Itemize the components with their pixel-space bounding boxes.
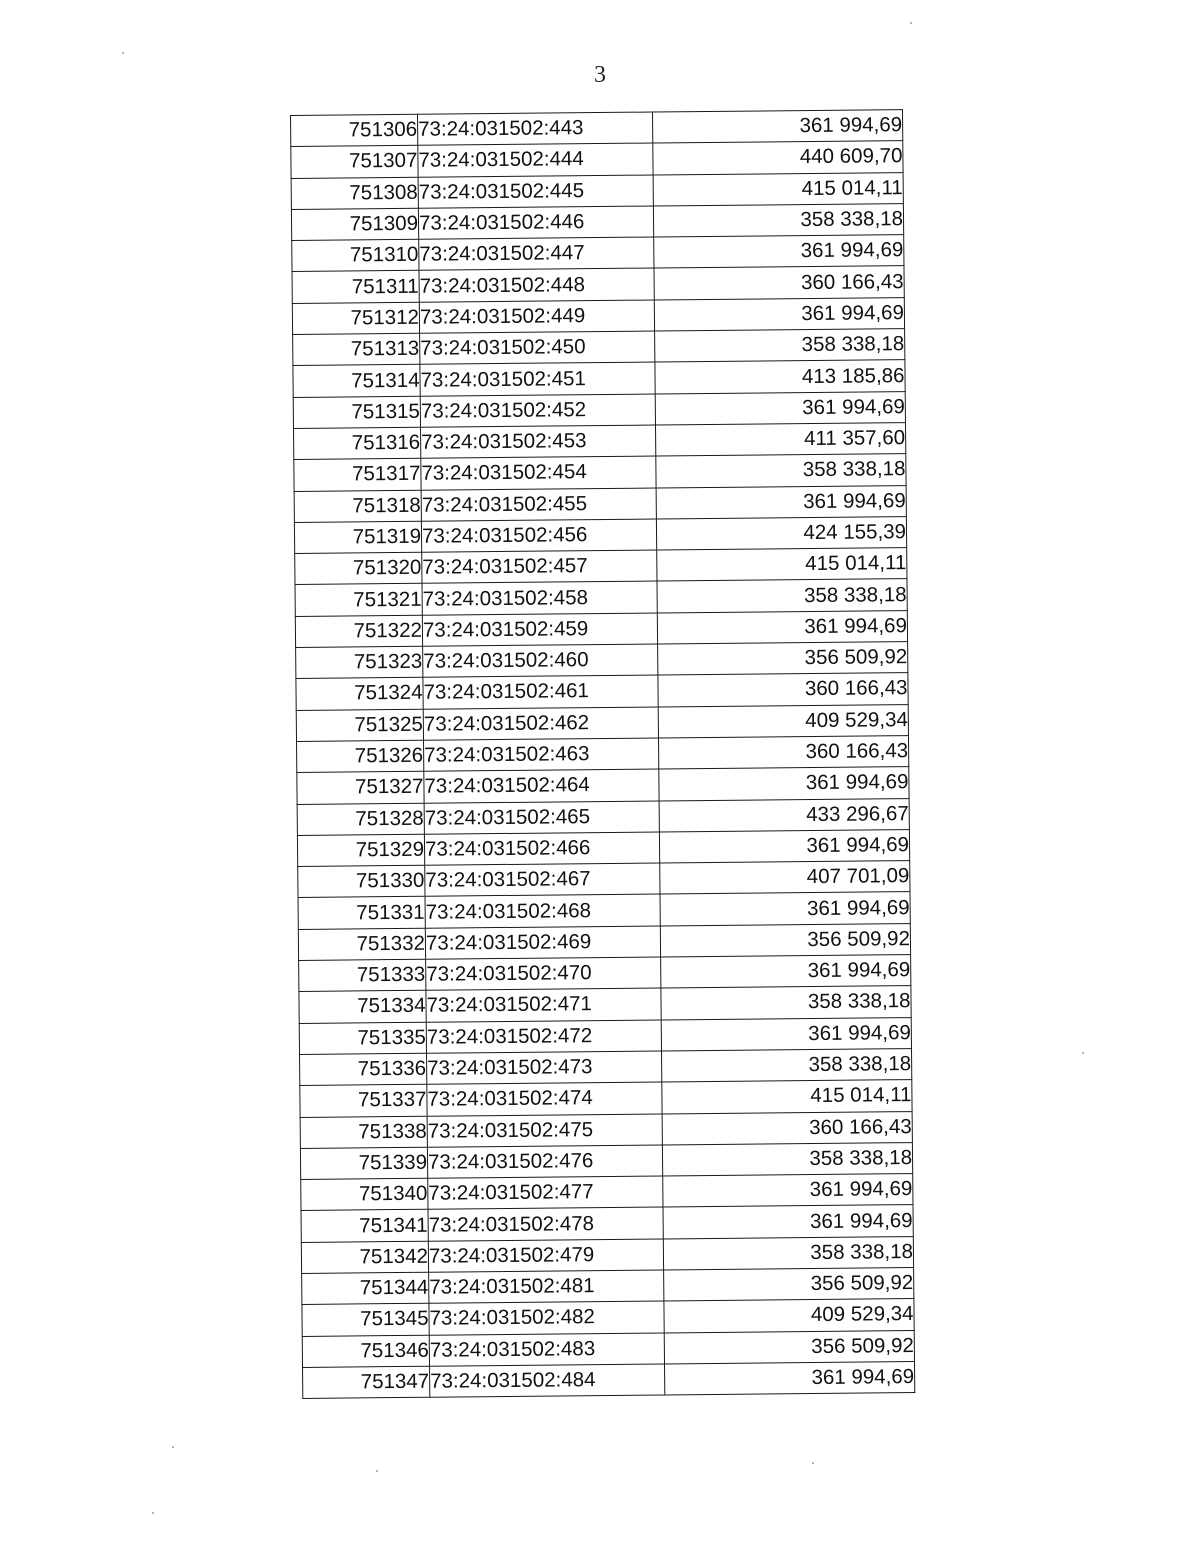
row-number-cell: 751326 — [297, 740, 424, 773]
row-number-cell: 751319 — [294, 521, 421, 554]
row-number-cell: 751338 — [300, 1116, 427, 1149]
value-cell: 361 994,69 — [665, 1361, 915, 1395]
value-cell: 360 166,43 — [658, 736, 908, 770]
row-number-cell: 751331 — [298, 897, 425, 930]
scan-speck — [812, 1462, 814, 1464]
cadastral-number-cell: 73:24:031502:479 — [428, 1239, 663, 1273]
row-number-cell: 751312 — [292, 302, 419, 335]
value-cell: 361 994,69 — [660, 892, 910, 926]
row-number-cell: 751336 — [300, 1053, 427, 1086]
cadastral-number-cell: 73:24:031502:469 — [425, 926, 660, 960]
value-cell: 361 994,69 — [652, 110, 902, 144]
cadastral-number-cell: 73:24:031502:456 — [421, 519, 656, 553]
value-cell: 356 509,92 — [664, 1268, 914, 1302]
value-cell: 409 529,34 — [664, 1299, 914, 1333]
value-cell: 433 296,67 — [659, 798, 909, 832]
scan-speck — [152, 1512, 154, 1514]
row-number-cell: 751323 — [296, 646, 423, 679]
cadastral-number-cell: 73:24:031502:482 — [429, 1301, 664, 1335]
cadastral-number-cell: 73:24:031502:477 — [428, 1176, 663, 1210]
row-number-cell: 751334 — [299, 991, 426, 1024]
value-cell: 413 185,86 — [655, 360, 905, 394]
cadastral-number-cell: 73:24:031502:478 — [428, 1207, 663, 1241]
row-number-cell: 751308 — [291, 177, 418, 210]
cadastral-number-cell: 73:24:031502:471 — [426, 988, 661, 1022]
scan-speck — [910, 22, 912, 24]
cadastral-number-cell: 73:24:031502:484 — [430, 1364, 665, 1398]
row-number-cell: 751347 — [303, 1366, 430, 1399]
cadastral-number-cell: 73:24:031502:448 — [419, 268, 654, 302]
row-number-cell: 751335 — [299, 1022, 426, 1055]
value-cell: 361 994,69 — [659, 767, 909, 801]
value-cell: 361 994,69 — [659, 829, 909, 863]
value-cell: 361 994,69 — [654, 235, 904, 269]
registry-table-wrapper — [290, 109, 915, 1399]
row-number-cell: 751310 — [292, 239, 419, 272]
row-number-cell: 751345 — [302, 1304, 429, 1337]
cadastral-number-cell: 73:24:031502:467 — [425, 863, 660, 897]
cadastral-number-cell: 73:24:031502:473 — [427, 1051, 662, 1085]
cadastral-number-cell: 73:24:031502:461 — [423, 675, 658, 709]
row-number-cell: 751311 — [292, 271, 419, 304]
cadastral-number-cell: 73:24:031502:465 — [424, 801, 659, 835]
value-cell: 409 529,34 — [658, 704, 908, 738]
value-cell: 361 994,69 — [663, 1174, 913, 1208]
cadastral-number-cell: 73:24:031502:470 — [426, 957, 661, 991]
registry-table-body — [291, 110, 915, 1399]
value-cell: 356 509,92 — [660, 923, 910, 957]
value-cell: 356 509,92 — [658, 642, 908, 676]
cadastral-number-cell: 73:24:031502:445 — [418, 175, 653, 209]
value-cell: 361 994,69 — [655, 391, 905, 425]
page-number: 3 — [594, 62, 606, 88]
value-cell: 358 338,18 — [655, 329, 905, 363]
row-number-cell: 751333 — [299, 959, 426, 992]
row-number-cell: 751322 — [295, 615, 422, 648]
row-number-cell: 751314 — [293, 365, 420, 398]
value-cell: 358 338,18 — [662, 1142, 912, 1176]
row-number-cell: 751321 — [295, 584, 422, 617]
value-cell: 361 994,69 — [656, 485, 906, 519]
scan-speck — [1082, 1052, 1084, 1054]
cadastral-number-cell: 73:24:031502:466 — [424, 832, 659, 866]
cadastral-number-cell: 73:24:031502:457 — [422, 550, 657, 584]
cadastral-number-cell: 73:24:031502:453 — [421, 425, 656, 459]
row-number-cell: 751329 — [297, 834, 424, 867]
cadastral-number-cell: 73:24:031502:450 — [420, 331, 655, 365]
row-number-cell: 751320 — [295, 552, 422, 585]
row-number-cell: 751341 — [301, 1210, 428, 1243]
cadastral-number-cell: 73:24:031502:483 — [429, 1333, 664, 1367]
cadastral-number-cell: 73:24:031502:472 — [426, 1020, 661, 1054]
row-number-cell: 751344 — [302, 1272, 429, 1305]
row-number-cell: 751327 — [297, 771, 424, 804]
row-number-cell: 751332 — [298, 928, 425, 961]
value-cell: 407 701,09 — [660, 861, 910, 895]
row-number-cell: 751342 — [301, 1241, 428, 1274]
scan-speck — [122, 52, 124, 54]
row-number-cell: 751313 — [293, 333, 420, 366]
cadastral-number-cell: 73:24:031502:459 — [422, 613, 657, 647]
row-number-cell: 751330 — [298, 865, 425, 898]
cadastral-number-cell: 73:24:031502:451 — [420, 362, 655, 396]
cadastral-number-cell: 73:24:031502:449 — [419, 300, 654, 334]
cadastral-number-cell: 73:24:031502:443 — [417, 112, 652, 146]
cadastral-number-cell: 73:24:031502:468 — [425, 894, 660, 928]
scan-speck — [172, 1446, 174, 1448]
cadastral-number-cell: 73:24:031502:447 — [419, 237, 654, 271]
value-cell: 361 994,69 — [657, 610, 907, 644]
row-number-cell: 751324 — [296, 678, 423, 711]
value-cell: 424 155,39 — [656, 516, 906, 550]
registry-table — [290, 109, 915, 1399]
row-number-cell: 751306 — [291, 114, 418, 147]
cadastral-number-cell: 73:24:031502:446 — [418, 206, 653, 240]
value-cell: 360 166,43 — [654, 266, 904, 300]
cadastral-number-cell: 73:24:031502:460 — [423, 644, 658, 678]
row-number-cell: 751325 — [296, 709, 423, 742]
value-cell: 361 994,69 — [661, 1017, 911, 1051]
cadastral-number-cell: 73:24:031502:454 — [421, 456, 656, 490]
value-cell: 358 338,18 — [657, 579, 907, 613]
value-cell: 358 338,18 — [663, 1236, 913, 1270]
cadastral-number-cell: 73:24:031502:475 — [427, 1113, 662, 1147]
cadastral-number-cell: 73:24:031502:463 — [424, 738, 659, 772]
row-number-cell: 751318 — [294, 490, 421, 523]
row-number-cell: 751340 — [301, 1178, 428, 1211]
cadastral-number-cell: 73:24:031502:474 — [427, 1082, 662, 1116]
row-number-cell: 751317 — [294, 459, 421, 492]
cadastral-number-cell: 73:24:031502:444 — [418, 143, 653, 177]
value-cell: 440 609,70 — [653, 141, 903, 175]
value-cell: 358 338,18 — [661, 986, 911, 1020]
value-cell: 360 166,43 — [658, 673, 908, 707]
cadastral-number-cell: 73:24:031502:458 — [422, 581, 657, 615]
value-cell: 358 338,18 — [653, 204, 903, 238]
value-cell: 411 357,60 — [655, 423, 905, 457]
value-cell: 361 994,69 — [654, 297, 904, 331]
value-cell: 415 014,11 — [657, 548, 907, 582]
row-number-cell: 751309 — [291, 208, 418, 241]
table-row — [303, 1361, 915, 1398]
value-cell: 358 338,18 — [656, 454, 906, 488]
cadastral-number-cell: 73:24:031502:476 — [427, 1145, 662, 1179]
cadastral-number-cell: 73:24:031502:481 — [429, 1270, 664, 1304]
value-cell: 358 338,18 — [662, 1048, 912, 1082]
cadastral-number-cell: 73:24:031502:464 — [424, 769, 659, 803]
row-number-cell: 751328 — [297, 803, 424, 836]
cadastral-number-cell: 73:24:031502:455 — [421, 488, 656, 522]
row-number-cell: 751337 — [300, 1084, 427, 1117]
value-cell: 361 994,69 — [663, 1205, 913, 1239]
row-number-cell: 751346 — [302, 1335, 429, 1368]
value-cell: 415 014,11 — [662, 1080, 912, 1114]
cadastral-number-cell: 73:24:031502:452 — [420, 394, 655, 428]
row-number-cell: 751339 — [300, 1147, 427, 1180]
value-cell: 361 994,69 — [661, 955, 911, 989]
row-number-cell: 751315 — [293, 396, 420, 429]
row-number-cell: 751316 — [294, 427, 421, 460]
value-cell: 356 509,92 — [664, 1330, 914, 1364]
cadastral-number-cell: 73:24:031502:462 — [423, 707, 658, 741]
scan-speck — [376, 1470, 378, 1472]
row-number-cell: 751307 — [291, 146, 418, 179]
value-cell: 415 014,11 — [653, 172, 903, 206]
value-cell: 360 166,43 — [662, 1111, 912, 1145]
